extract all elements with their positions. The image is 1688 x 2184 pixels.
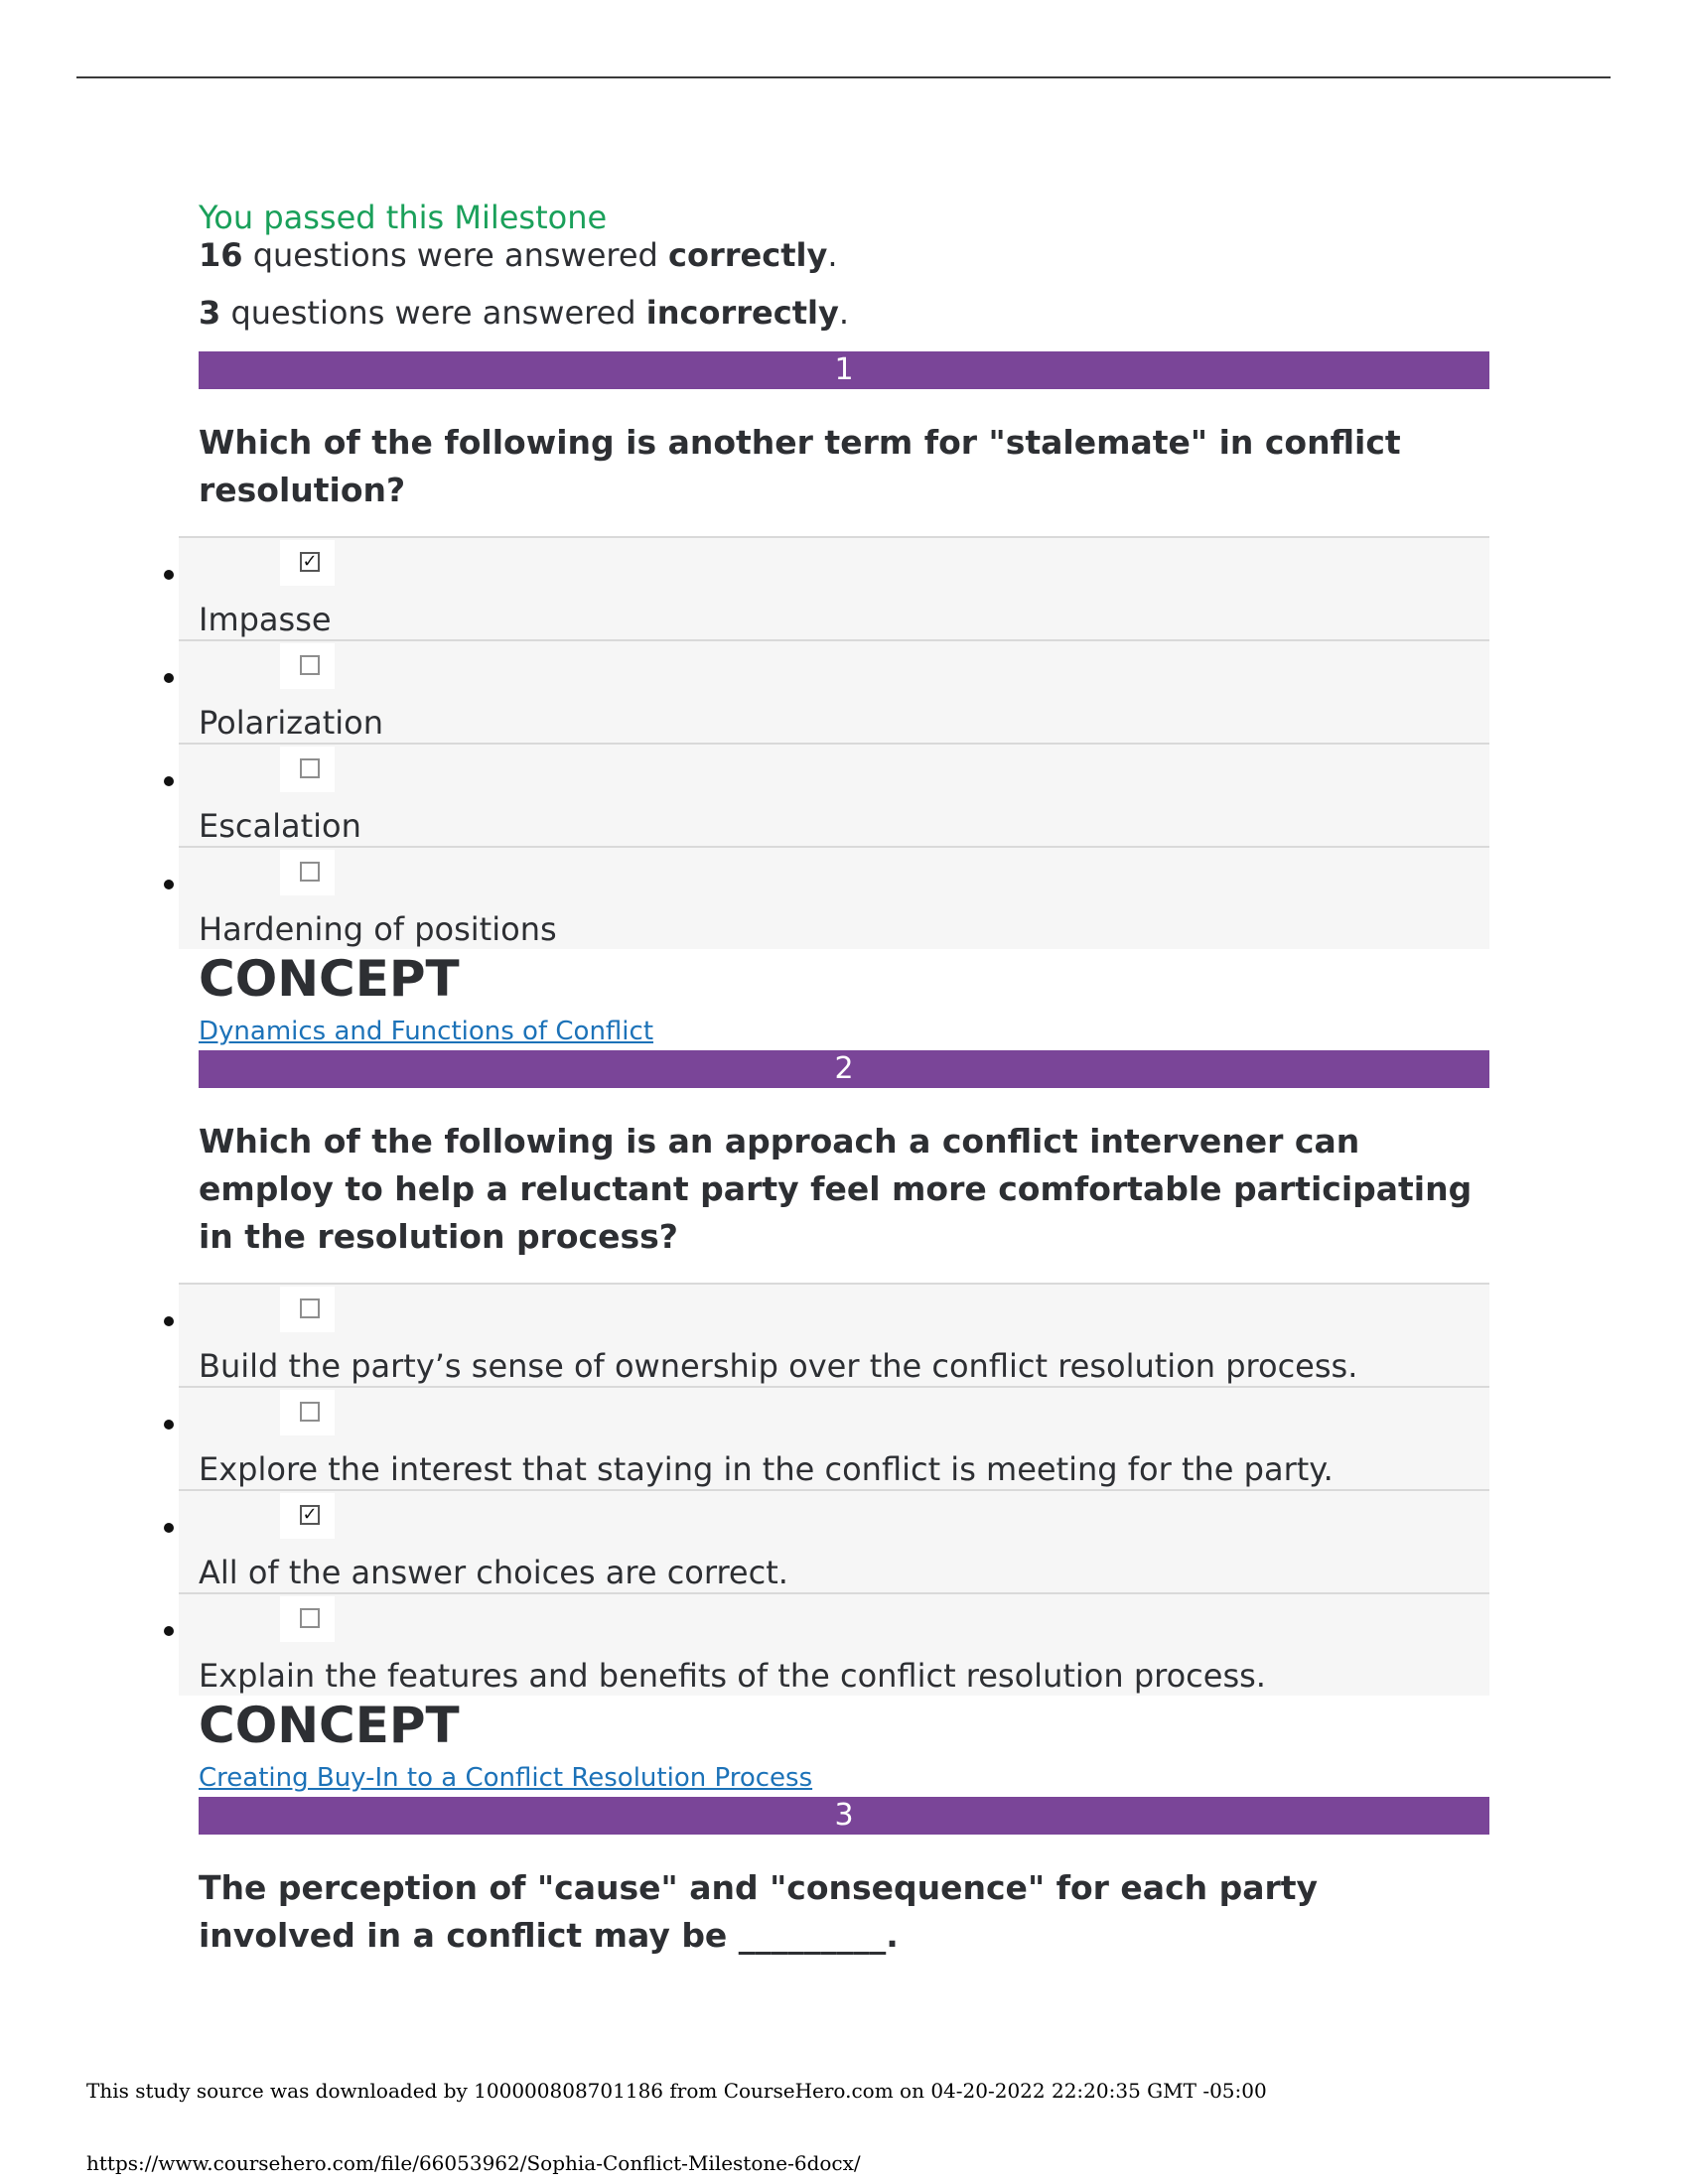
answer-option[interactable]: [179, 846, 1489, 949]
concept-heading: CONCEPT: [199, 1697, 460, 1754]
answer-option[interactable]: [179, 639, 1489, 743]
checkbox-unchecked-icon[interactable]: [300, 862, 320, 882]
checkbox-container: [280, 1390, 335, 1435]
bullet-icon: [164, 1420, 174, 1430]
checkbox-unchecked-icon[interactable]: [300, 758, 320, 778]
answer-label: Explain the features and benefits of the conflict resolution process.: [199, 1657, 1266, 1695]
incorrect-summary-text: questions were answered: [220, 294, 646, 332]
bullet-icon: [164, 1316, 174, 1326]
answer-label: Polarization: [199, 704, 383, 742]
correct-word: correctly: [668, 236, 828, 274]
answer-label: Impasse: [199, 601, 332, 638]
question-text: The perception of "cause" and "consequence" for each party involved in a conflict may be _________.: [199, 1868, 1319, 1955]
bullet-icon: [164, 673, 174, 683]
correct-summary-text: questions were answered: [242, 236, 669, 274]
answer-label: Hardening of positions: [199, 910, 557, 948]
checkbox-unchecked-icon[interactable]: [300, 1608, 320, 1628]
concept-block: [199, 949, 1489, 1048]
pass-message: You passed this Milestone: [199, 199, 608, 236]
checkbox-container: [280, 1493, 335, 1539]
question-2: [199, 1050, 1489, 1795]
answer-option[interactable]: [179, 743, 1489, 846]
answer-label: Explore the interest that staying in the conflict is meeting for the party.: [199, 1450, 1334, 1488]
answer-option[interactable]: [179, 536, 1489, 639]
answer-option[interactable]: [179, 1386, 1489, 1489]
download-source-notice: This study source was downloaded by 100000808701186 from CourseHero.com on 04-20-2022 22:20:35 GMT -05:00: [86, 2079, 1267, 2103]
correct-count: 16: [199, 236, 243, 274]
correct-period: .: [827, 236, 838, 274]
top-divider: [76, 76, 1611, 78]
checkbox-checked-icon[interactable]: ✓: [300, 552, 320, 572]
checkbox-unchecked-icon[interactable]: [300, 1298, 320, 1318]
checkbox-unchecked-icon[interactable]: [300, 1402, 320, 1422]
answer-option[interactable]: [179, 1592, 1489, 1696]
question-number-bar: 3: [199, 1797, 1489, 1835]
question-3: [199, 1797, 1489, 1960]
incorrect-word: incorrectly: [645, 294, 839, 332]
question-text: Which of the following is another term for "stalemate" in conflict resolution?: [199, 423, 1401, 509]
answer-option[interactable]: [179, 1489, 1489, 1592]
concept-block: [199, 1696, 1489, 1795]
answer-label: All of the answer choices are correct.: [199, 1554, 788, 1591]
checkbox-container: [280, 850, 335, 895]
incorrect-period: .: [838, 294, 849, 332]
checkbox-checked-icon[interactable]: ✓: [300, 1505, 320, 1525]
answer-label: Escalation: [199, 807, 361, 845]
checkbox-container: [280, 643, 335, 689]
checkbox-container: [280, 1596, 335, 1642]
bullet-icon: [164, 1626, 174, 1636]
bullet-icon: [164, 880, 174, 889]
incorrect-summary: [199, 294, 1489, 332]
answer-label: Build the party’s sense of ownership over the conflict resolution process.: [199, 1347, 1358, 1385]
answer-options: [179, 536, 1489, 949]
concept-link[interactable]: Creating Buy-In to a Conflict Resolution Process: [199, 1763, 813, 1793]
answer-options: [179, 1283, 1489, 1696]
answer-option[interactable]: [179, 1283, 1489, 1386]
concept-heading: CONCEPT: [199, 950, 460, 1008]
question-text: Which of the following is an approach a conflict intervener can employ to help a reluctant party feel more comfortable participating in the resolution process?: [199, 1122, 1473, 1256]
question-number-bar: 1: [199, 351, 1489, 389]
bullet-icon: [164, 776, 174, 786]
concept-link[interactable]: Dynamics and Functions of Conflict: [199, 1017, 654, 1046]
checkbox-container: [280, 1287, 335, 1332]
source-url: https://www.coursehero.com/file/66053962/Sophia-Conflict-Milestone-6docx/: [86, 2151, 861, 2175]
bullet-icon: [164, 1523, 174, 1533]
checkbox-container: [280, 747, 335, 792]
question-number-bar: 2: [199, 1050, 1489, 1088]
checkbox-unchecked-icon[interactable]: [300, 655, 320, 675]
correct-summary: [199, 236, 1489, 274]
checkbox-container: [280, 540, 335, 586]
milestone-results: [199, 199, 1489, 1981]
question-1: [199, 351, 1489, 1048]
bullet-icon: [164, 570, 174, 580]
incorrect-count: 3: [199, 294, 221, 332]
